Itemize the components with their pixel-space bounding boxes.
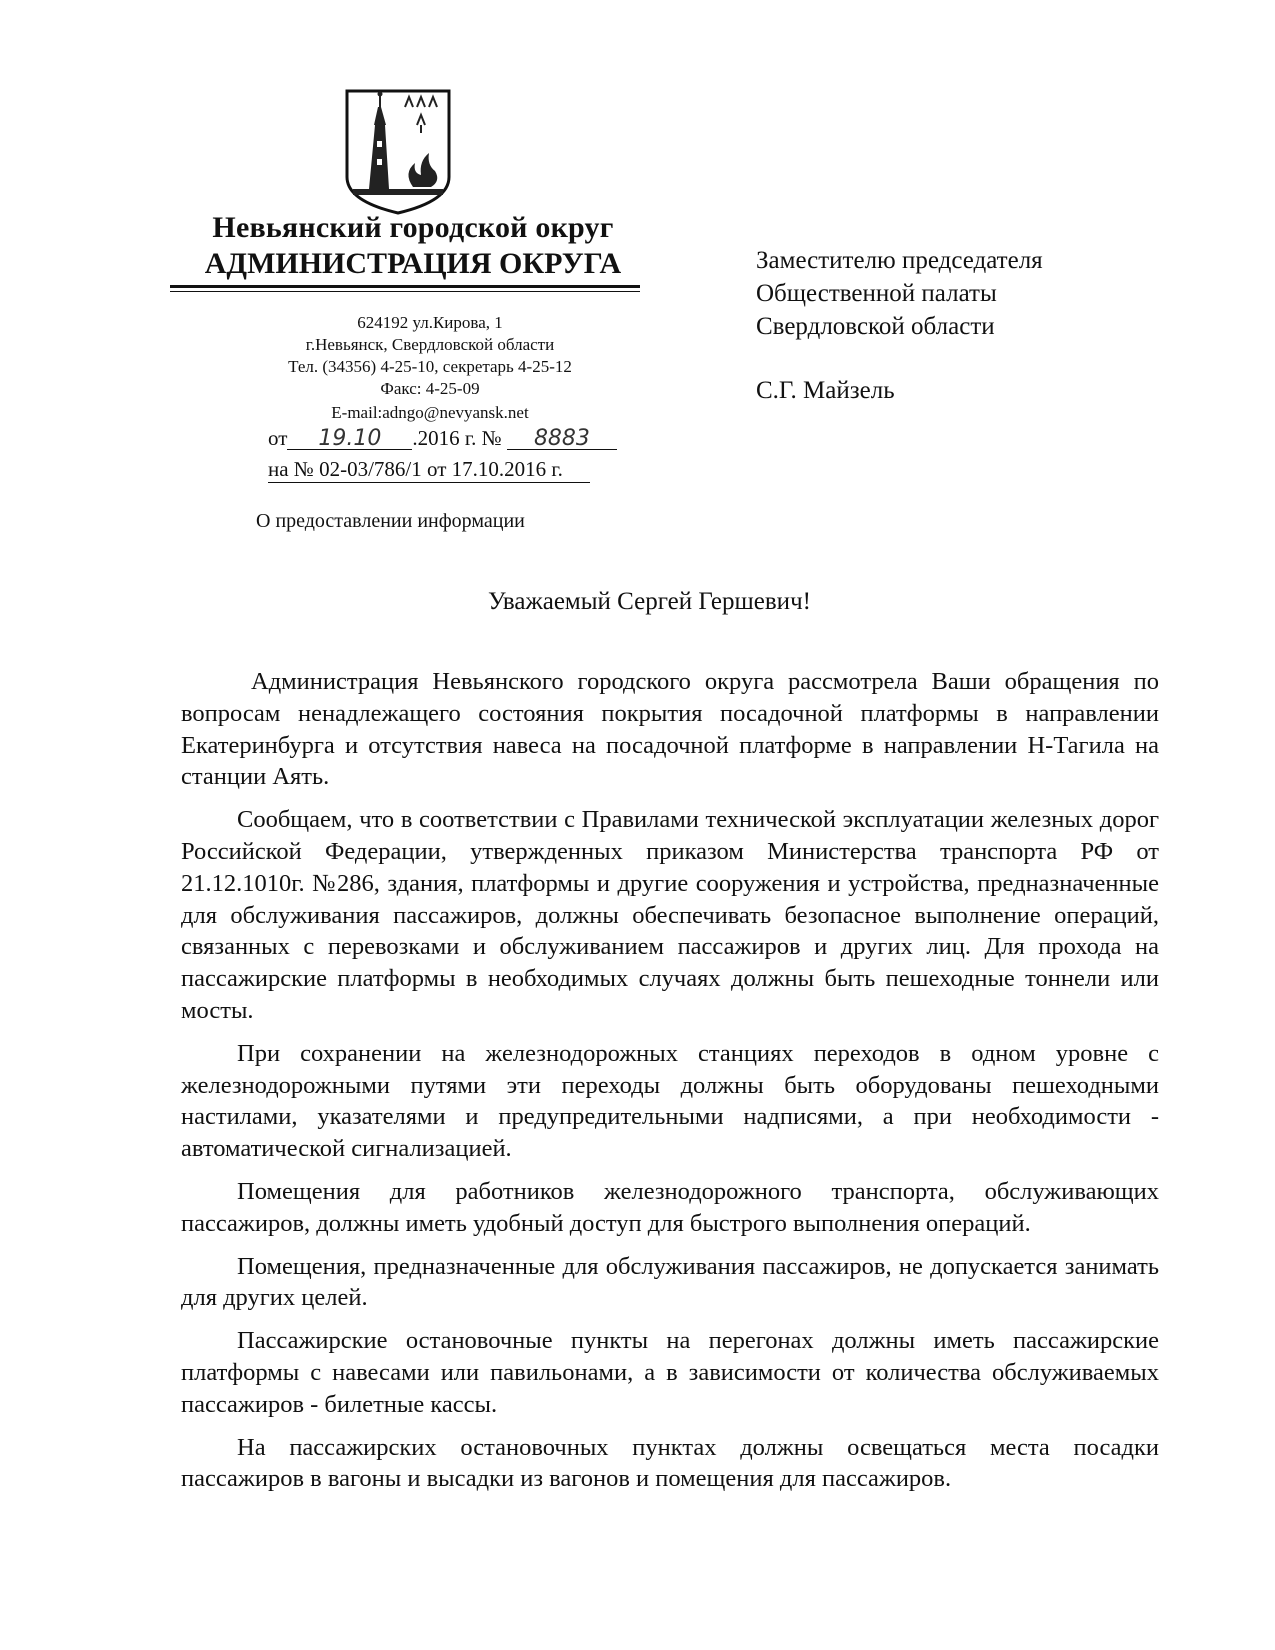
addressee-region: Свердловской области — [756, 313, 995, 340]
coat-of-arms-icon — [343, 85, 453, 215]
body-paragraph: Администрация Невьянского городского округа рассмотрела Ваши обращения по вопросам ненадлежащего состояния покрытия посадочной платформы в направлении Екатеринбурга и отсутствия навеса на посадочной платформе в направлении Н-Тагила на станции Аять. — [181, 668, 1159, 791]
handwritten-number: 8883 — [507, 426, 617, 452]
body-paragraph: Пассажирские остановочные пункты на перегонах должны иметь пассажирские платформы с навесами или павильонами, а в зависимости от количества обслуживаемых пассажиров - билетные кассы. — [181, 1327, 1159, 1418]
fax-line: Факс: 4-25-09 — [380, 379, 480, 398]
address-street: 624192 ул.Кирова, 1 — [357, 313, 503, 332]
outgoing-reference — [268, 425, 617, 452]
body-paragraph: Помещения для работников железнодорожного транспорта, обслуживающих пассажиров, должны иметь удобный доступ для быстрого выполнения операций. — [181, 1177, 1159, 1237]
phone-line: Тел. (34356) 4-25-10, секретарь 4-25-12 — [288, 357, 572, 376]
addressee-organization: Общественной палаты — [756, 280, 997, 307]
email-line: E-mail:adngo@nevyansk.net — [331, 403, 529, 422]
body-paragraph: Помещения, предназначенные для обслуживания пассажиров, не допускается занимать для других целей. — [181, 1252, 1159, 1312]
addressee-position: Заместителю председателя — [756, 247, 1043, 274]
addressee-name: С.Г. Майзель — [756, 377, 895, 404]
letterhead-rule-thin — [170, 291, 640, 292]
organization-name: Невьянский городской округ — [212, 211, 614, 244]
reply-reference: на № 02-03/786/1 от 17.10.2016 г. — [268, 457, 563, 481]
body-paragraph: На пассажирских остановочных пунктах должны освещаться места посадки пассажиров в вагоны и высадки из вагонов и помещения для пассажиров. — [181, 1433, 1159, 1493]
organization-administration: АДМИНИСТРАЦИЯ ОКРУГА — [204, 247, 622, 280]
body-paragraph: Сообщаем, что в соответствии с Правилами технической эксплуатации железных дорог Российской Федерации, утвержденных приказом Министерства транспорта РФ от 21.12.1010г. №286, здания, платформы и другие сооружения и устройства, предназначенные для обслуживания пассажиров, должны обеспечивать безопасное выполнение операций, связанных с перевозками и обслуживанием пассажиров и других лиц. Для прохода на пассажирские платформы в необходимых случаях должны быть пешеходные тоннели или мосты. — [181, 806, 1159, 1024]
letter-body — [181, 666, 1159, 1506]
from-prefix: от — [268, 426, 288, 450]
letter-subject: О предоставлении информации — [256, 510, 525, 532]
greeting: Уважаемый Сергей Гершевич! — [488, 588, 811, 615]
body-paragraph: При сохранении на железнодорожных станциях переходов в одном уровне с железнодорожными путями эти переходы должны быть оборудованы пешеходными настилами, указателями и предупредительными надписями, а при необходимости - автоматической сигнализацией. — [181, 1039, 1159, 1163]
year-suffix: .2016 г. № — [412, 426, 502, 450]
letterhead-rule-thick — [170, 285, 640, 288]
address-city: г.Невьянск, Свердловской области — [305, 335, 555, 354]
handwritten-date: 19.10 — [287, 426, 412, 452]
reply-reference-underline — [268, 482, 590, 483]
